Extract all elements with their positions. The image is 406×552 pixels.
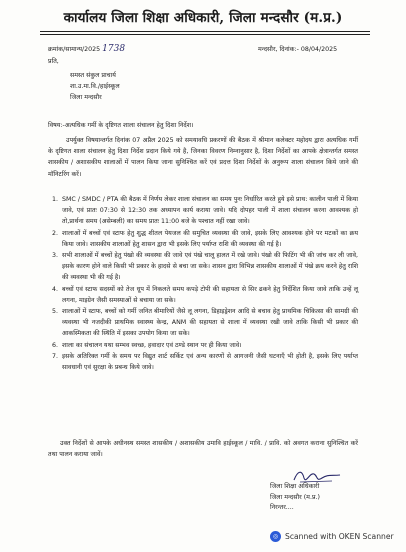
- handwritten-reference-number: 1738: [102, 44, 126, 54]
- signatory-designation: जिला शिक्षा अधिकारी: [270, 483, 320, 490]
- signatory-office: जिला मन्दसौर (म.प्र.): [270, 493, 320, 501]
- title-rule-upper: [40, 31, 370, 32]
- title-rule-lower: [40, 34, 370, 35]
- reference-prefix: क्रमांक/सामान्य/2025: [48, 46, 101, 53]
- continuation-note: निरन्तर....: [270, 504, 294, 511]
- scanner-text: Scanned with OKEN Scanner: [285, 532, 394, 541]
- instruction-item: 5. शालाओं में स्टाफ, बच्चों को गर्मी जनित बीमारियों जैसे लू लगना, डिहाइड्रेशन आदि से बचाव हेतु प्राथमिक चिकित्सा की सामग्री की व्यवस्था भी नजदीकी प्राथमिक स्वास्थ्य केन्द्र, ANM की सहायता से शाला में व्यवस्था रखी जावे ताकि किसी भी प्रकार की आकस्मिकता की स्थिति में इसका उपयोग किया जा सके।: [60, 306, 358, 340]
- instruction-item: 7. इसके अतिरिक्त गर्मी के समय पर विद्युत शार्ट सर्किट एवं अन्य कारणों से आगजनी जैसी घटनाएँ भी होती है, इसके लिए पर्याप्त सावधानी एवं सुरक्षा के प्रबन्ध किये जावे।: [60, 351, 358, 373]
- instruction-item: 4. बच्चों एवं स्टाफ सदस्यों को तेज धूप में निकलते समय कपड़े टोपी की सहायता से सिर ढकने हेतु निर्देशित किया जावे ताकि उन्हें लू लगना, माइग्रेन जैसी समस्याओं से बचाया जा सके।: [60, 284, 358, 306]
- instruction-item: 3. सभी शालाओं में बच्चों हेतु पंखो की व्यवस्था की जावे एवं पंखे चालू हालत में रखे जावे। पंखो की फिटिंग भी की जांच कर ली जावे, इसके कारण होने वाले किसी भी प्रकार के हादसे से बचा जा सके। शासन द्वारा विभिन्न शासकीय शालाओं में पंखे क्रय करने हेतु राशि की व्यवस्था भी की गई है।: [60, 250, 358, 284]
- recipient-line: जिला मन्दसौर: [70, 94, 102, 101]
- subject-line: विषय:-अत्यधिक गर्मी के दृष्टिगत शाला संचालन हेतु दिशा निर्देश।: [48, 122, 194, 129]
- oken-scanner-icon: ◎: [270, 531, 281, 542]
- recipient-line: समस्त संकुल प्राचार्य: [70, 72, 116, 79]
- closing-paragraph: [48, 438, 358, 460]
- recipient-prati: प्रति,: [48, 58, 59, 65]
- instruction-list: [48, 194, 358, 373]
- reference-number: [48, 44, 125, 54]
- recipient-line: शा.उ.मा.वि./हाईस्कूल: [70, 83, 120, 90]
- closing-text: उक्त निर्देशों से आपके अधीनस्थ समस्त शासकीय / अशासकीय उमावि हाईस्कूल / मावि. / प्रावि. को अवगत कराना सुनिश्चित करें तथा पालन कराया जावें।: [48, 440, 358, 459]
- intro-paragraph: [48, 135, 358, 180]
- scanner-watermark: [270, 531, 394, 542]
- office-title: कार्यालय जिला शिक्षा अधिकारी, जिला मन्दसौर (म.प्र.): [63, 10, 343, 26]
- place-date: मन्दसौर, दिनांक:- 08/04/2025: [258, 46, 338, 53]
- instruction-item: 1. SMC / SMDC / PTA की बैठक में निर्णय लेकर शाला संचालन का समय पुनः निर्धारित करते हुये इसे प्राथ: कालीन पाली में किया जावे, एवं प्रातः 07:30 से 12:30 तक अध्यापन कार्य कराया जावे। यदि दोपहर पाली में शाला संचालन करना आवश्यक हो तो,प्रार्थना समय (असेम्बली) का समय प्रातः 11:00 बजे के पश्चात नहीं रखा जावे।: [60, 194, 358, 228]
- instruction-item: 6. शाला का संचालन यथा सम्भव स्वच्छ, हवादार एवं ठण्डे स्थान पर ही किया जावे।: [60, 340, 358, 351]
- signature-block: [270, 482, 320, 514]
- instruction-item: 2. शालाओं में बच्चों एवं स्टाफ हेतु शुद्ध शीतल पेयजल की समुचित व्यवस्था की जावे, इसके लिए आवश्यक होने पर मटकों का क्रय किया जावे। शासकीय शालाओं हेतु शासन द्वारा भी इसके लिए पर्याप्त राशि की व्यवस्था की गई है।: [60, 228, 358, 250]
- intro-text: उपर्युक्त विषयान्तर्गत दिनांक 07 अप्रैल 2025 को समयावधि प्रकरणों की बैठक में श्रीमान कलेक्टर महोदय द्वारा अत्यधिक गर्मी के दृष्टिगत शाला संचालन हेतु दिशा निर्देश प्रदान किये गये है, जिनका विवरण निम्नानुसार है, दिशा निर्देशों का आपके क्षेत्रान्तर्गत समस्त शासकीय / अशासकीय शालाओं में पालन किया जाना सुनिश्चित करें एवं प्रदत्त दिशा निर्देशों के अनुरूप शाला संचालन किये जाने की मॉनिटरिंग करें।: [48, 137, 358, 178]
